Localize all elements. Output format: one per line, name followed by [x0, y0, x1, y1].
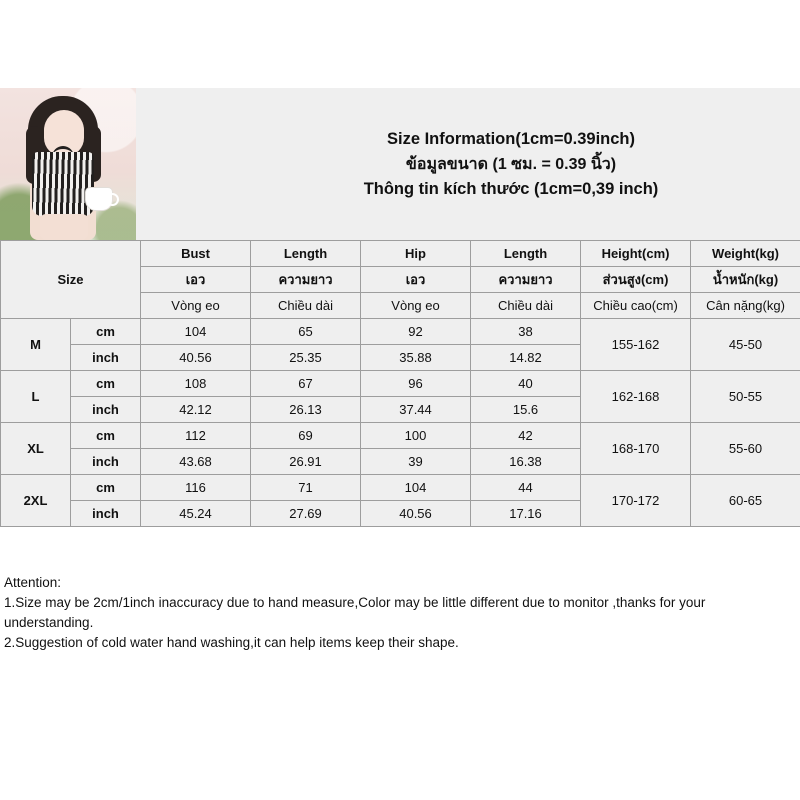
- cell-xl-cm-hip: 100: [361, 423, 471, 449]
- cell-m-cm-hip: 92: [361, 319, 471, 345]
- row-unit-inch: inch: [71, 345, 141, 371]
- cell-l-weight: 50-55: [691, 371, 800, 423]
- cell-xl-inch-bust: 43.68: [141, 449, 251, 475]
- cell-m-cm-length2: 38: [471, 319, 581, 345]
- cell-m-inch-bust: 40.56: [141, 345, 251, 371]
- table-row: [1, 423, 800, 449]
- cell-m-cm-bust: 104: [141, 319, 251, 345]
- row-size-l: L: [1, 371, 71, 423]
- row-unit-cm: cm: [71, 423, 141, 449]
- row-unit-inch: inch: [71, 501, 141, 527]
- row-size-m: M: [1, 319, 71, 371]
- cell-l-cm-length1: 67: [251, 371, 361, 397]
- cell-2xl-inch-length1: 27.69: [251, 501, 361, 527]
- col-hip-vi: Vòng eo: [361, 293, 471, 319]
- col-height-th: ส่วนสูง(cm): [581, 267, 691, 293]
- cell-m-height: 155-162: [581, 319, 691, 371]
- cell-2xl-inch-bust: 45.24: [141, 501, 251, 527]
- col-weight-vi: Cân nặng(kg): [691, 293, 800, 319]
- col-weight-th: น้ำหนัก(kg): [691, 267, 800, 293]
- table-row: [1, 319, 800, 345]
- col-length2-vi: Chiều dài: [471, 293, 581, 319]
- col-height-en: Height(cm): [581, 241, 691, 267]
- cell-m-inch-length2: 14.82: [471, 345, 581, 371]
- cell-m-inch-length1: 25.35: [251, 345, 361, 371]
- model-legs: [40, 214, 88, 240]
- col-bust-en: Bust: [141, 241, 251, 267]
- product-photo: [0, 88, 136, 240]
- col-length2-th: ความยาว: [471, 267, 581, 293]
- cell-l-cm-length2: 40: [471, 371, 581, 397]
- row-unit-cm: cm: [71, 319, 141, 345]
- header-area: [0, 88, 800, 240]
- cell-xl-cm-bust: 112: [141, 423, 251, 449]
- cell-xl-inch-hip: 39: [361, 449, 471, 475]
- coffee-cup-icon: [86, 188, 112, 210]
- cell-l-inch-bust: 42.12: [141, 397, 251, 423]
- col-length1-th: ความยาว: [251, 267, 361, 293]
- cell-m-weight: 45-50: [691, 319, 800, 371]
- cell-xl-inch-length1: 26.91: [251, 449, 361, 475]
- row-unit-cm: cm: [71, 475, 141, 501]
- title-block: [136, 88, 800, 240]
- col-bust-th: เอว: [141, 267, 251, 293]
- cell-2xl-weight: 60-65: [691, 475, 800, 527]
- cell-l-cm-bust: 108: [141, 371, 251, 397]
- cell-2xl-cm-hip: 104: [361, 475, 471, 501]
- cell-2xl-inch-hip: 40.56: [361, 501, 471, 527]
- col-hip-en: Hip: [361, 241, 471, 267]
- striped-dress: [32, 152, 94, 216]
- row-unit-cm: cm: [71, 371, 141, 397]
- cell-xl-inch-length2: 16.38: [471, 449, 581, 475]
- title-vietnamese: Thông tin kích thước (1cm=0,39 inch): [363, 179, 659, 198]
- cell-xl-weight: 55-60: [691, 423, 800, 475]
- cell-2xl-cm-length1: 71: [251, 475, 361, 501]
- size-header-cell: Size: [1, 241, 141, 319]
- cell-l-inch-length1: 26.13: [251, 397, 361, 423]
- size-table: [0, 240, 800, 527]
- col-bust-vi: Vòng eo: [141, 293, 251, 319]
- row-size-xl: XL: [1, 423, 71, 475]
- col-length1-en: Length: [251, 241, 361, 267]
- attention-line-1-cont: understanding.: [4, 615, 94, 630]
- attention-line-2: 2.Suggestion of cold water hand washing,it can help items keep their shape.: [4, 635, 459, 650]
- col-weight-en: Weight(kg): [691, 241, 800, 267]
- row-unit-inch: inch: [71, 397, 141, 423]
- title-english: Size Information(1cm=0.39inch): [386, 129, 636, 148]
- cell-l-inch-length2: 15.6: [471, 397, 581, 423]
- cell-2xl-inch-length2: 17.16: [471, 501, 581, 527]
- cell-2xl-cm-bust: 116: [141, 475, 251, 501]
- attention-note: [0, 570, 800, 653]
- title-thai: ข้อมูลขนาด (1 ซม. = 0.39 นิ้ว): [405, 155, 617, 173]
- cell-2xl-height: 170-172: [581, 475, 691, 527]
- cell-m-cm-length1: 65: [251, 319, 361, 345]
- cell-xl-height: 168-170: [581, 423, 691, 475]
- cell-l-height: 162-168: [581, 371, 691, 423]
- col-height-vi: Chiều cao(cm): [581, 293, 691, 319]
- table-row: [1, 475, 800, 501]
- table-row: [1, 371, 800, 397]
- cell-l-inch-hip: 37.44: [361, 397, 471, 423]
- attention-heading: Attention:: [4, 575, 62, 590]
- attention-line-1: 1.Size may be 2cm/1inch inaccuracy due to hand measure,Color may be little different due to monitor ,thanks for your: [4, 595, 706, 610]
- col-length1-vi: Chiều dài: [251, 293, 361, 319]
- cell-xl-cm-length2: 42: [471, 423, 581, 449]
- table-header-row-en: [1, 241, 800, 267]
- row-unit-inch: inch: [71, 449, 141, 475]
- cell-m-inch-hip: 35.88: [361, 345, 471, 371]
- col-length2-en: Length: [471, 241, 581, 267]
- row-size-2xl: 2XL: [1, 475, 71, 527]
- col-hip-th: เอว: [361, 267, 471, 293]
- cell-xl-cm-length1: 69: [251, 423, 361, 449]
- cell-2xl-cm-length2: 44: [471, 475, 581, 501]
- cell-l-cm-hip: 96: [361, 371, 471, 397]
